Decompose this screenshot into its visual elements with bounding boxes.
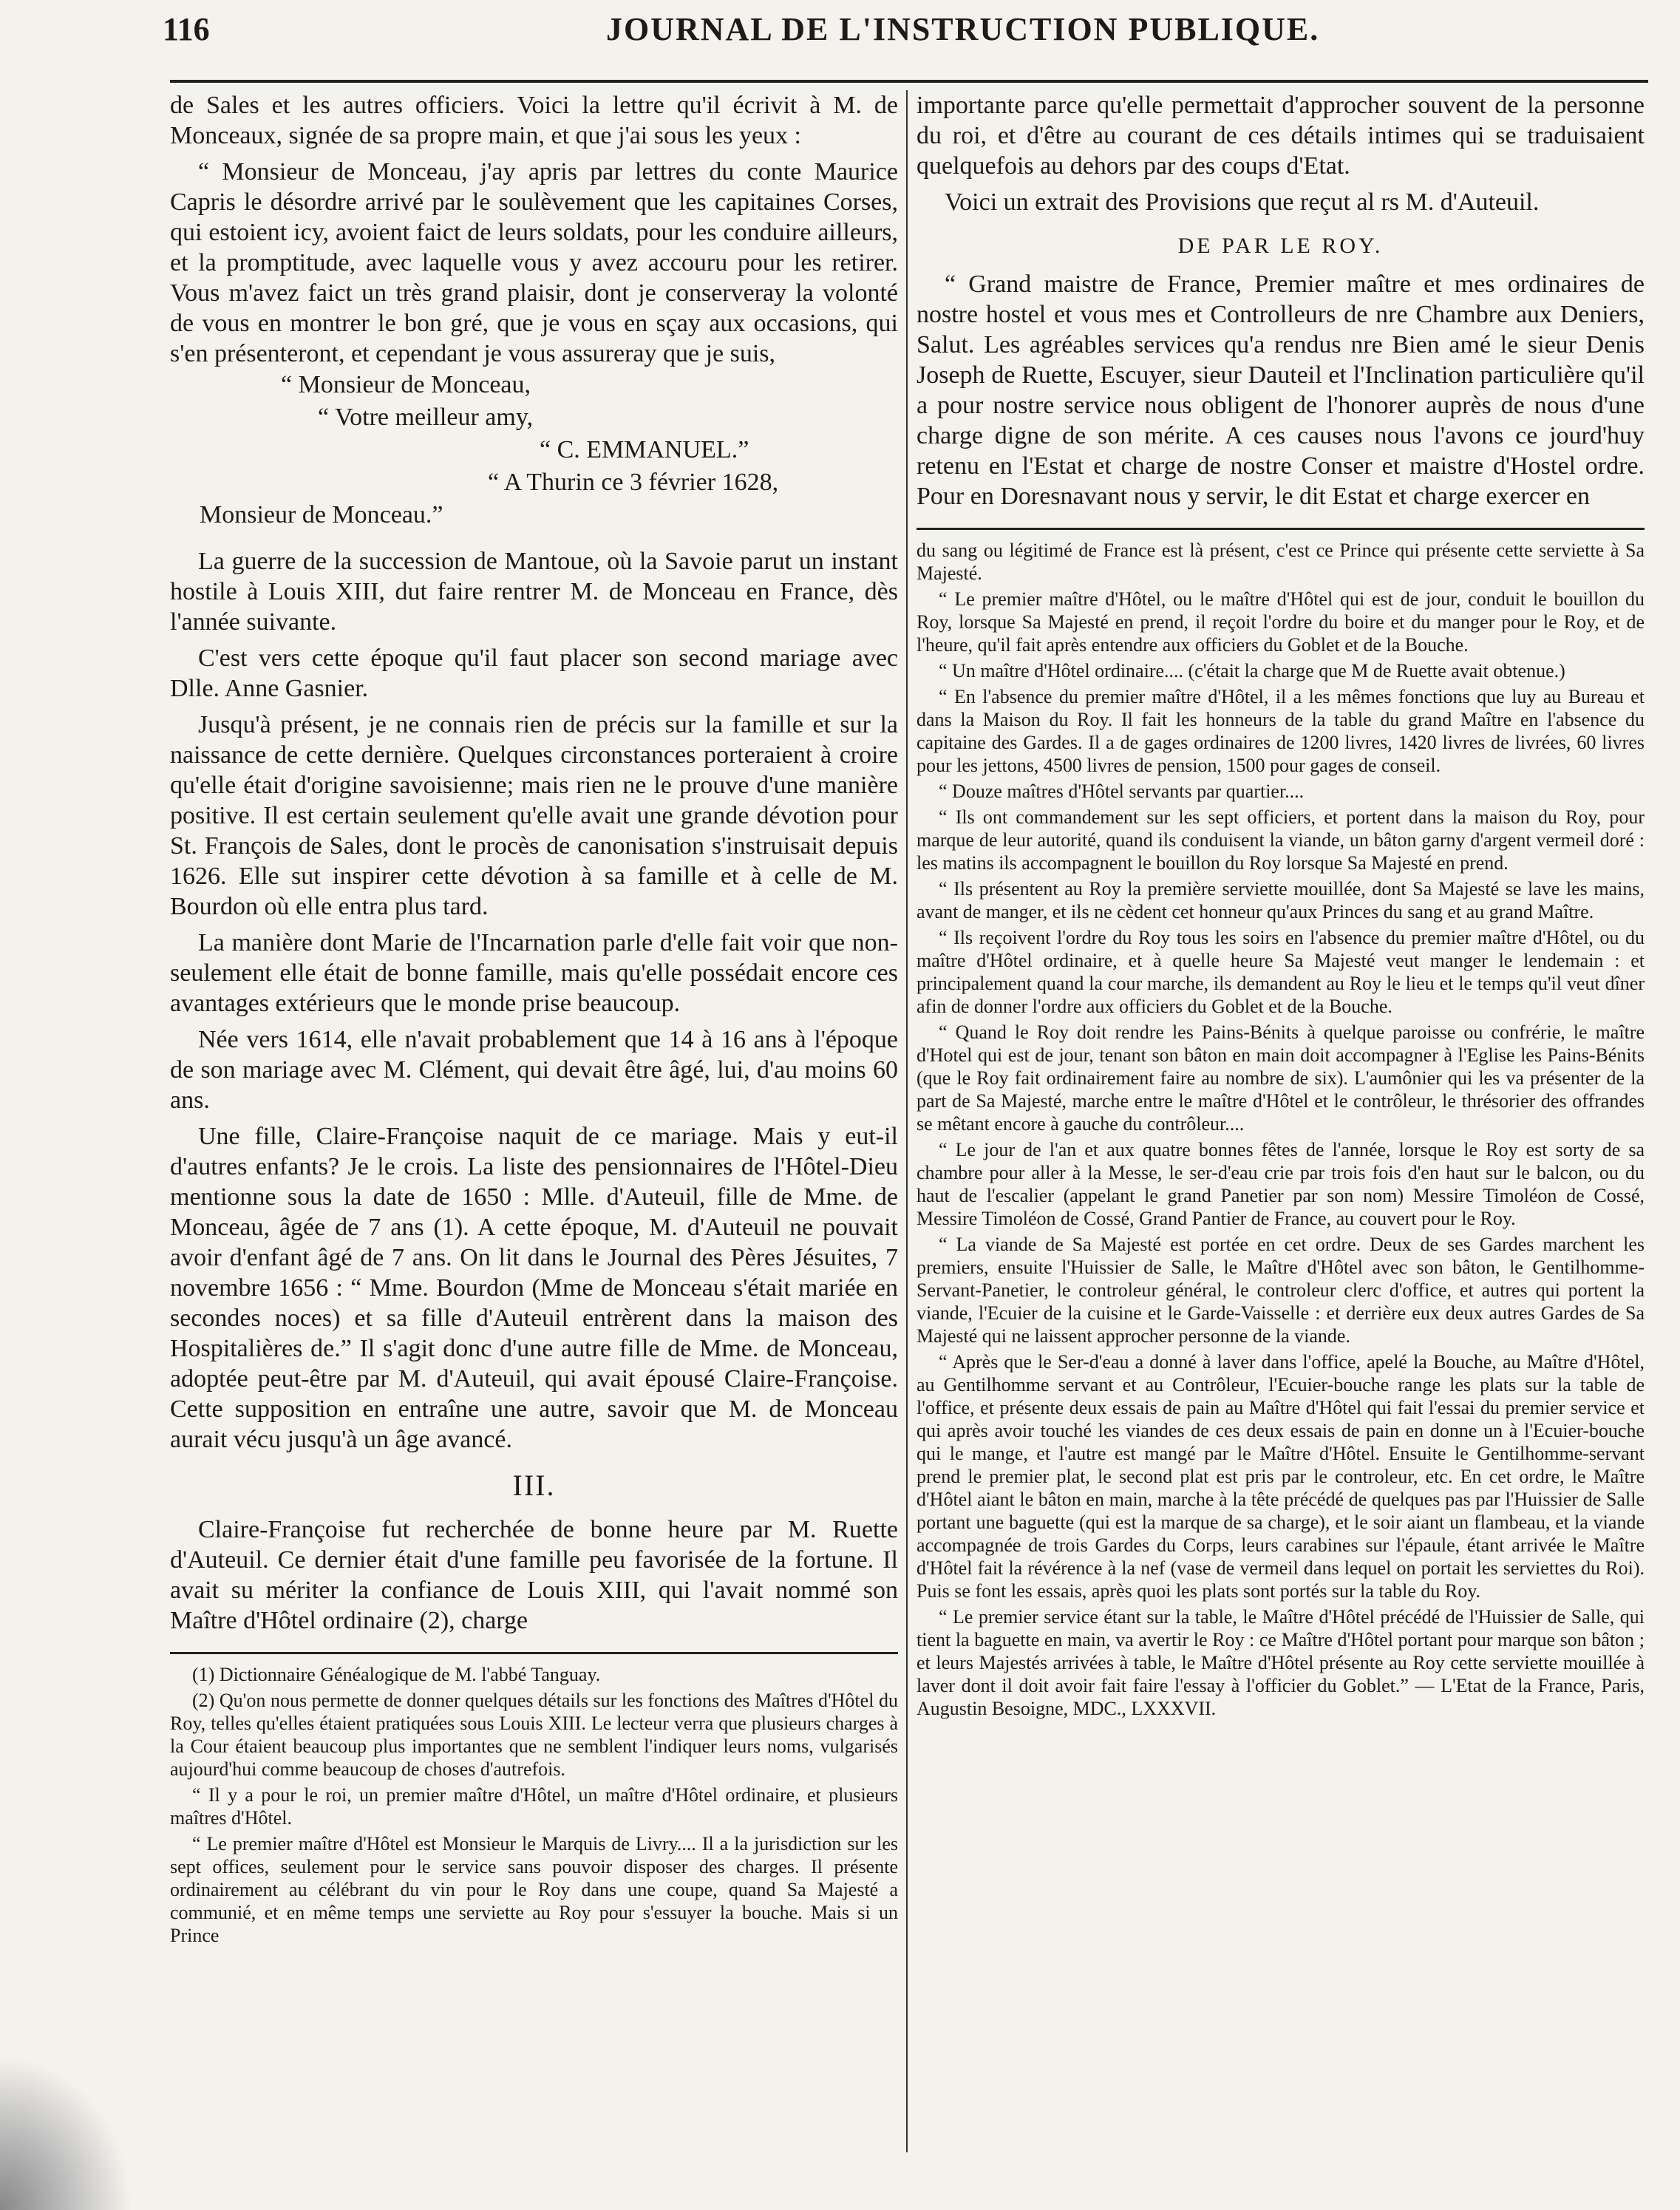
- scan-shadow: [0, 2055, 133, 2210]
- paragraph: Née vers 1614, elle n'avait probablement que 14 à 16 ans à l'époque de son mariage avec M. Clément, qui devait être âgé, lui, d'au moins 60 ans.: [170, 1026, 898, 1114]
- footnote: “ En l'absence du premier maître d'Hôtel, il a les mêmes fonctions que luy au Bureau et dans la Maison du Roy. Il fait les honneurs de la table du grand Maître en l'absence du capitaine des Gardes. Il a de gages ordinaires de 1200 livres, 1420 livres de livrées, 60 livres pour les jettons, 4500 livres de pension, 1500 pour gages de conseil.: [916, 686, 1645, 776]
- paragraph: Voici un extrait des Provisions que reçut al rs M. d'Auteuil.: [945, 188, 1540, 216]
- footnote: “ Le premier maître d'Hôtel est Monsieur le Marquis de Livry.... Il a la jurisdiction sur les sept offices, seulement pour le service sans pouvoir disposer des charges. Il présente ordinairement au célébrant du vin pour le Roy dans une coupe, quand Sa Majesté a communié, et en même temps une serviette au Roy pour s'essuyer la bouche. Mais si un Prince: [170, 1833, 898, 1946]
- footnote: “ Ils présentent au Roy la première serviette mouillée, dont Sa Majesté se lave les mains, avant de manger, et ils ne cèdent cet honneur qu'aux Princes du sang et au grand Maître.: [916, 878, 1645, 922]
- paragraph: “ Grand maistre de France, Premier maître et mes ordinaires de nostre hostel et vous mes et Controlleurs de nre Chambre aux Deniers, Salut. Les agréables services qu'a rendus nre Bien amé le sieur Denis Joseph de Ruette, Escuyer, sieur Dauteil et l'Inclination particulière qu'il a pour nostre service nous obligent de l'honorer auprès de nous d'une charge digne de son mérite. A ces causes nous l'avons ce jourd'huy retenu en l'Estat et charge de nostre Conser et maistre d'Hostel ordre. Pour en Doresnavant nous y servir, le dit Estat et charge exercer en: [916, 271, 1645, 510]
- footnote: “ Douze maîtres d'Hôtel servants par quartier....: [939, 781, 1305, 802]
- paragraph: Claire-Françoise fut recherchée de bonne heure par M. Ruette d'Auteuil. Ce dernier était d'une famille peu favorisée de la fortune. Il avait su mériter la confiance de Louis XIII, qui l'avait nommé son Maître d'Hôtel ordinaire (2), charge: [170, 1516, 898, 1634]
- page-header: [163, 10, 1656, 55]
- header-rule: [170, 80, 1648, 83]
- left-column: [170, 90, 898, 2182]
- footnote-continuation: [916, 539, 1645, 1720]
- footnote: “ Le premier service étant sur la table, le Maître d'Hôtel précédé de l'Huissier de Salle, qui tient la baguette en main, va avertir le Roy : ce Maître d'Hôtel portant pour marque son bâton ; et leurs Majestés arrivées à table, le Maître d'Hôtel présente au Roy cette serviette mouillée à laver dont il doit avoir fait faire l'essay à l'officier du Goblet.” — L'Etat de la France, Paris, Augustin Besoigne, MDC., LXXXVII.: [916, 1606, 1645, 1719]
- right-column: [916, 90, 1645, 2182]
- footnote: “ Un maître d'Hôtel ordinaire.... (c'était la charge que M de Ruette avait obtenue.): [939, 660, 1565, 681]
- footnote: “ Le jour de l'an et aux quatre bonnes fêtes de l'année, lorsque le Roy est sorty de sa chambre pour aller à la Messe, le ser-d'eau crie par trois fois d'en haut sur le balcon, ou du haut de l'escalier (appelant le grand Panetier par son nom) Messire Timoléon de Cossé, Messire Timoléon de Cossé, Grand Pantier de France, au couvert pour le Roy.: [916, 1139, 1645, 1229]
- paragraph: C'est vers cette époque qu'il faut placer son second mariage avec Dlle. Anne Gasnier.: [170, 645, 898, 702]
- paragraph: de Sales et les autres officiers. Voici la lettre qu'il écrivit à M. de Monceaux, signée de sa propre main, et que j'ai sous les yeux :: [170, 92, 898, 149]
- letter-signature: “ C. EMMANUEL.”: [540, 436, 749, 463]
- paragraph: La manière dont Marie de l'Incarnation parle d'elle fait voir que non-seulement elle était de bonne famille, mais qu'elle possédait encore ces avantages extérieurs que le monde prise beaucoup.: [170, 929, 898, 1017]
- quoted-letter: [170, 157, 898, 369]
- footnote: “ Le premier maître d'Hôtel, ou le maître d'Hôtel qui est de jour, conduit le bouillon du Roy, lorsque Sa Majesté en prend, il reçoit l'ordre du boire et du manger pour le Roy, et de l'heure, qu'il fait après entendre aux officiers du Goblet et de la Bouche.: [916, 588, 1645, 656]
- footnote: “ Il y a pour le roi, un premier maître d'Hôtel, un maître d'Hôtel ordinaire, et plusieurs maîtres d'Hôtel.: [170, 1784, 898, 1829]
- letter-body: “ Monsieur de Monceau, j'ay apris par lettres du conte Maurice Capris le désordre arrivé par le soulèvement que les capitaines Corses, qui estoient icy, avoient faict de leurs soldats, pour les conduire ailleurs, et la promptitude, avec laquelle vous y avez accouru pour les retirer. Vous m'avez faict un très grand plaisir, dont je conserveray la volonté de vous en montrer le bon gré, que je vous en sçay aux occasions, qui s'en présenteront, et cependant je vous assureray que je suis,: [170, 158, 898, 367]
- footnote: (1) Dictionnaire Généalogique de M. l'abbé Tanguay.: [192, 1664, 601, 1685]
- footnote: du sang ou légitimé de France est là présent, c'est ce Prince qui présente cette serviette à Sa Majesté.: [916, 540, 1645, 584]
- footnote-rule: [170, 1652, 898, 1654]
- running-title: JOURNAL DE L'INSTRUCTION PUBLIQUE.: [606, 11, 1320, 47]
- footnote: “ Ils ont commandement sur les sept officiers, et portent dans la maison du Roy, pour marque de leur autorité, quand ils conduisent la viande, un bâton garny d'argent vermeil doré : les matins ils accompagnent le bouillon du Roy lorsque Sa Majesté en prend.: [916, 806, 1645, 874]
- letter-date: “ A Thurin ce 3 février 1628,: [488, 469, 779, 496]
- footnotes: [170, 1663, 898, 1947]
- section-heading: III.: [512, 1469, 556, 1502]
- column-divider: [906, 90, 908, 2152]
- paragraph: La guerre de la succession de Mantoue, où la Savoie parut un instant hostile à Louis XIII, dut faire rentrer M. de Monceau en France, dès l'année suivante.: [170, 548, 898, 636]
- letter-closing: “ Votre meilleur amy,: [318, 404, 534, 431]
- footnote: “ Après que le Ser-d'eau a donné à laver dans l'office, apelé la Bouche, au Maître d'Hôtel, au Gentilhomme servant et au Contrôleur, l'Ecuier-bouche range les plats sur la table de l'office, et présente deux essais de pain au Maître d'Hôtel qui fait l'essai du premier service et qui après avoir touché les viandes de ces deux essais de pain en donne un à l'Ecuier-bouche qui le mange, et l'autre est mangé par le Maître d'Hôtel. Ensuite le Gentilhomme-servant prend le premier plat, le second plat est pris par le controleur, etc. En cet ordre, le Maître d'Hôtel aiant le bâton en main, marche à la tête précédé de quelques pas par l'Huissier de Salle portant une baguette (qui est la marque de sa charge), et le soir aiant un flambeau, et la viande accompagnée de trois Gardes du Corps, leurs carabines sur l'épaule, étant arrivée le Maître d'Hôtel fait la révérence à la nef (vase de vermeil dans lequel on portait les serviettes du Roi). Puis se font les essais, après quoi les plats sont portés sur la table du Roy.: [916, 1351, 1645, 1602]
- footnote: “ Quand le Roy doit rendre les Pains-Bénits à quelque paroisse ou confrérie, le maître d'Hotel qui est de jour, tenant son bâton en main doit accompagner à l'Eglise les Pains-Bénits (que le Roy fait ordinairement faire au nombre de six). L'aumônier qui les va présenter de la part de Sa Majesté, marche entre le maître d'Hôtel et le contrôleur, le thrésorier des offrandes se mêtant encore à gauche du contrôleur....: [916, 1021, 1645, 1135]
- letter-addressee: Monsieur de Monceau.”: [200, 501, 443, 528]
- footnote: (2) Qu'on nous permette de donner quelques détails sur les fonctions des Maîtres d'Hôtel du Roy, telles qu'elles étaient pratiquées sous Louis XIII. Le lecteur verra que plusieurs charges à la Cour étaient beaucoup plus importantes que ne semblent l'indiquer leurs noms, vulgarisés aujourd'hui comme beaucoup de choses d'autrefois.: [170, 1690, 898, 1780]
- paragraph: importante parce qu'elle permettait d'approcher souvent de la personne du roi, et d'être au courant de ces détails intimes qui se traduisaient quelquefois au dehors par des coups d'Etat.: [916, 92, 1645, 180]
- footnote-rule: [916, 528, 1645, 530]
- page-number: 116: [163, 11, 210, 47]
- footnote: “ Ils reçoivent l'ordre du Roy tous les soirs en l'absence du premier maître d'Hôtel, ou du maître d'Hôtel ordinaire, et à quelle heure Sa Majesté veut manger le lendemain : et principalement quand la cour marche, ils demandent au Roy le lieu et le temps qu'il veut dîner afin de donner l'ordre aux officiers du Goblet et de la Bouche.: [916, 927, 1645, 1017]
- paragraph: Jusqu'à présent, je ne connais rien de précis sur la famille et sur la naissance de cette dernière. Quelques circonstances porteraient à croire qu'elle était d'origine savoisienne; mais rien ne le prouve d'une manière positive. Il est certain seulement qu'elle avait une grande dévotion pour St. François de Sales, dont le procès de canonisation s'instruisait depuis 1626. Elle sut inspirer cette dévotion à sa famille et à celle de M. Bourdon où elle entra plus tard.: [170, 711, 898, 920]
- footnote: “ La viande de Sa Majesté est portée en cet ordre. Deux de ses Gardes marchent les premiers, ensuite l'Huissier de Salle, le Maître d'Hôtel avec son bâton, le Gentilhomme-Servant-Panetier, le controleur général, le controleur clerc d'office, et autres qui portent la viande, l'Ecuier de la cuisine et le Garde-Vaisselle : et derrière eux deux autres Gardes de Sa Majesté qui ne laissent approcher personne de la viande.: [916, 1234, 1645, 1347]
- letter-salutation: “ Monsieur de Monceau,: [281, 371, 531, 398]
- paragraph: Une fille, Claire-Françoise naquit de ce mariage. Mais y eut-il d'autres enfants? Je le crois. La liste des pensionnaires de l'Hôtel-Dieu mentionne sous la date de 1650 : Mlle. d'Auteuil, fille de Mme. de Monceau, âgée de 7 ans (1). A cette époque, M. d'Auteuil ne pouvait avoir d'enfant âgé de 7 ans. On lit dans le Journal des Pères Jésuites, 7 novembre 1656 : “ Mme. Bourdon (Mme de Monceau s'était mariée en secondes noces) et sa fille d'Auteuil entrèrent dans la maison des Hospitalières de.” Il s'agit donc d'une autre fille de Mme. de Monceau, adoptée peut-être par M. d'Auteuil, qui avait épousé Claire-Françoise. Cette supposition en entraîne une autre, savoir que M. de Monceau aurait vécu jusqu'à un âge avancé.: [170, 1123, 898, 1453]
- decree-heading: DE PAR LE ROY.: [1177, 234, 1384, 258]
